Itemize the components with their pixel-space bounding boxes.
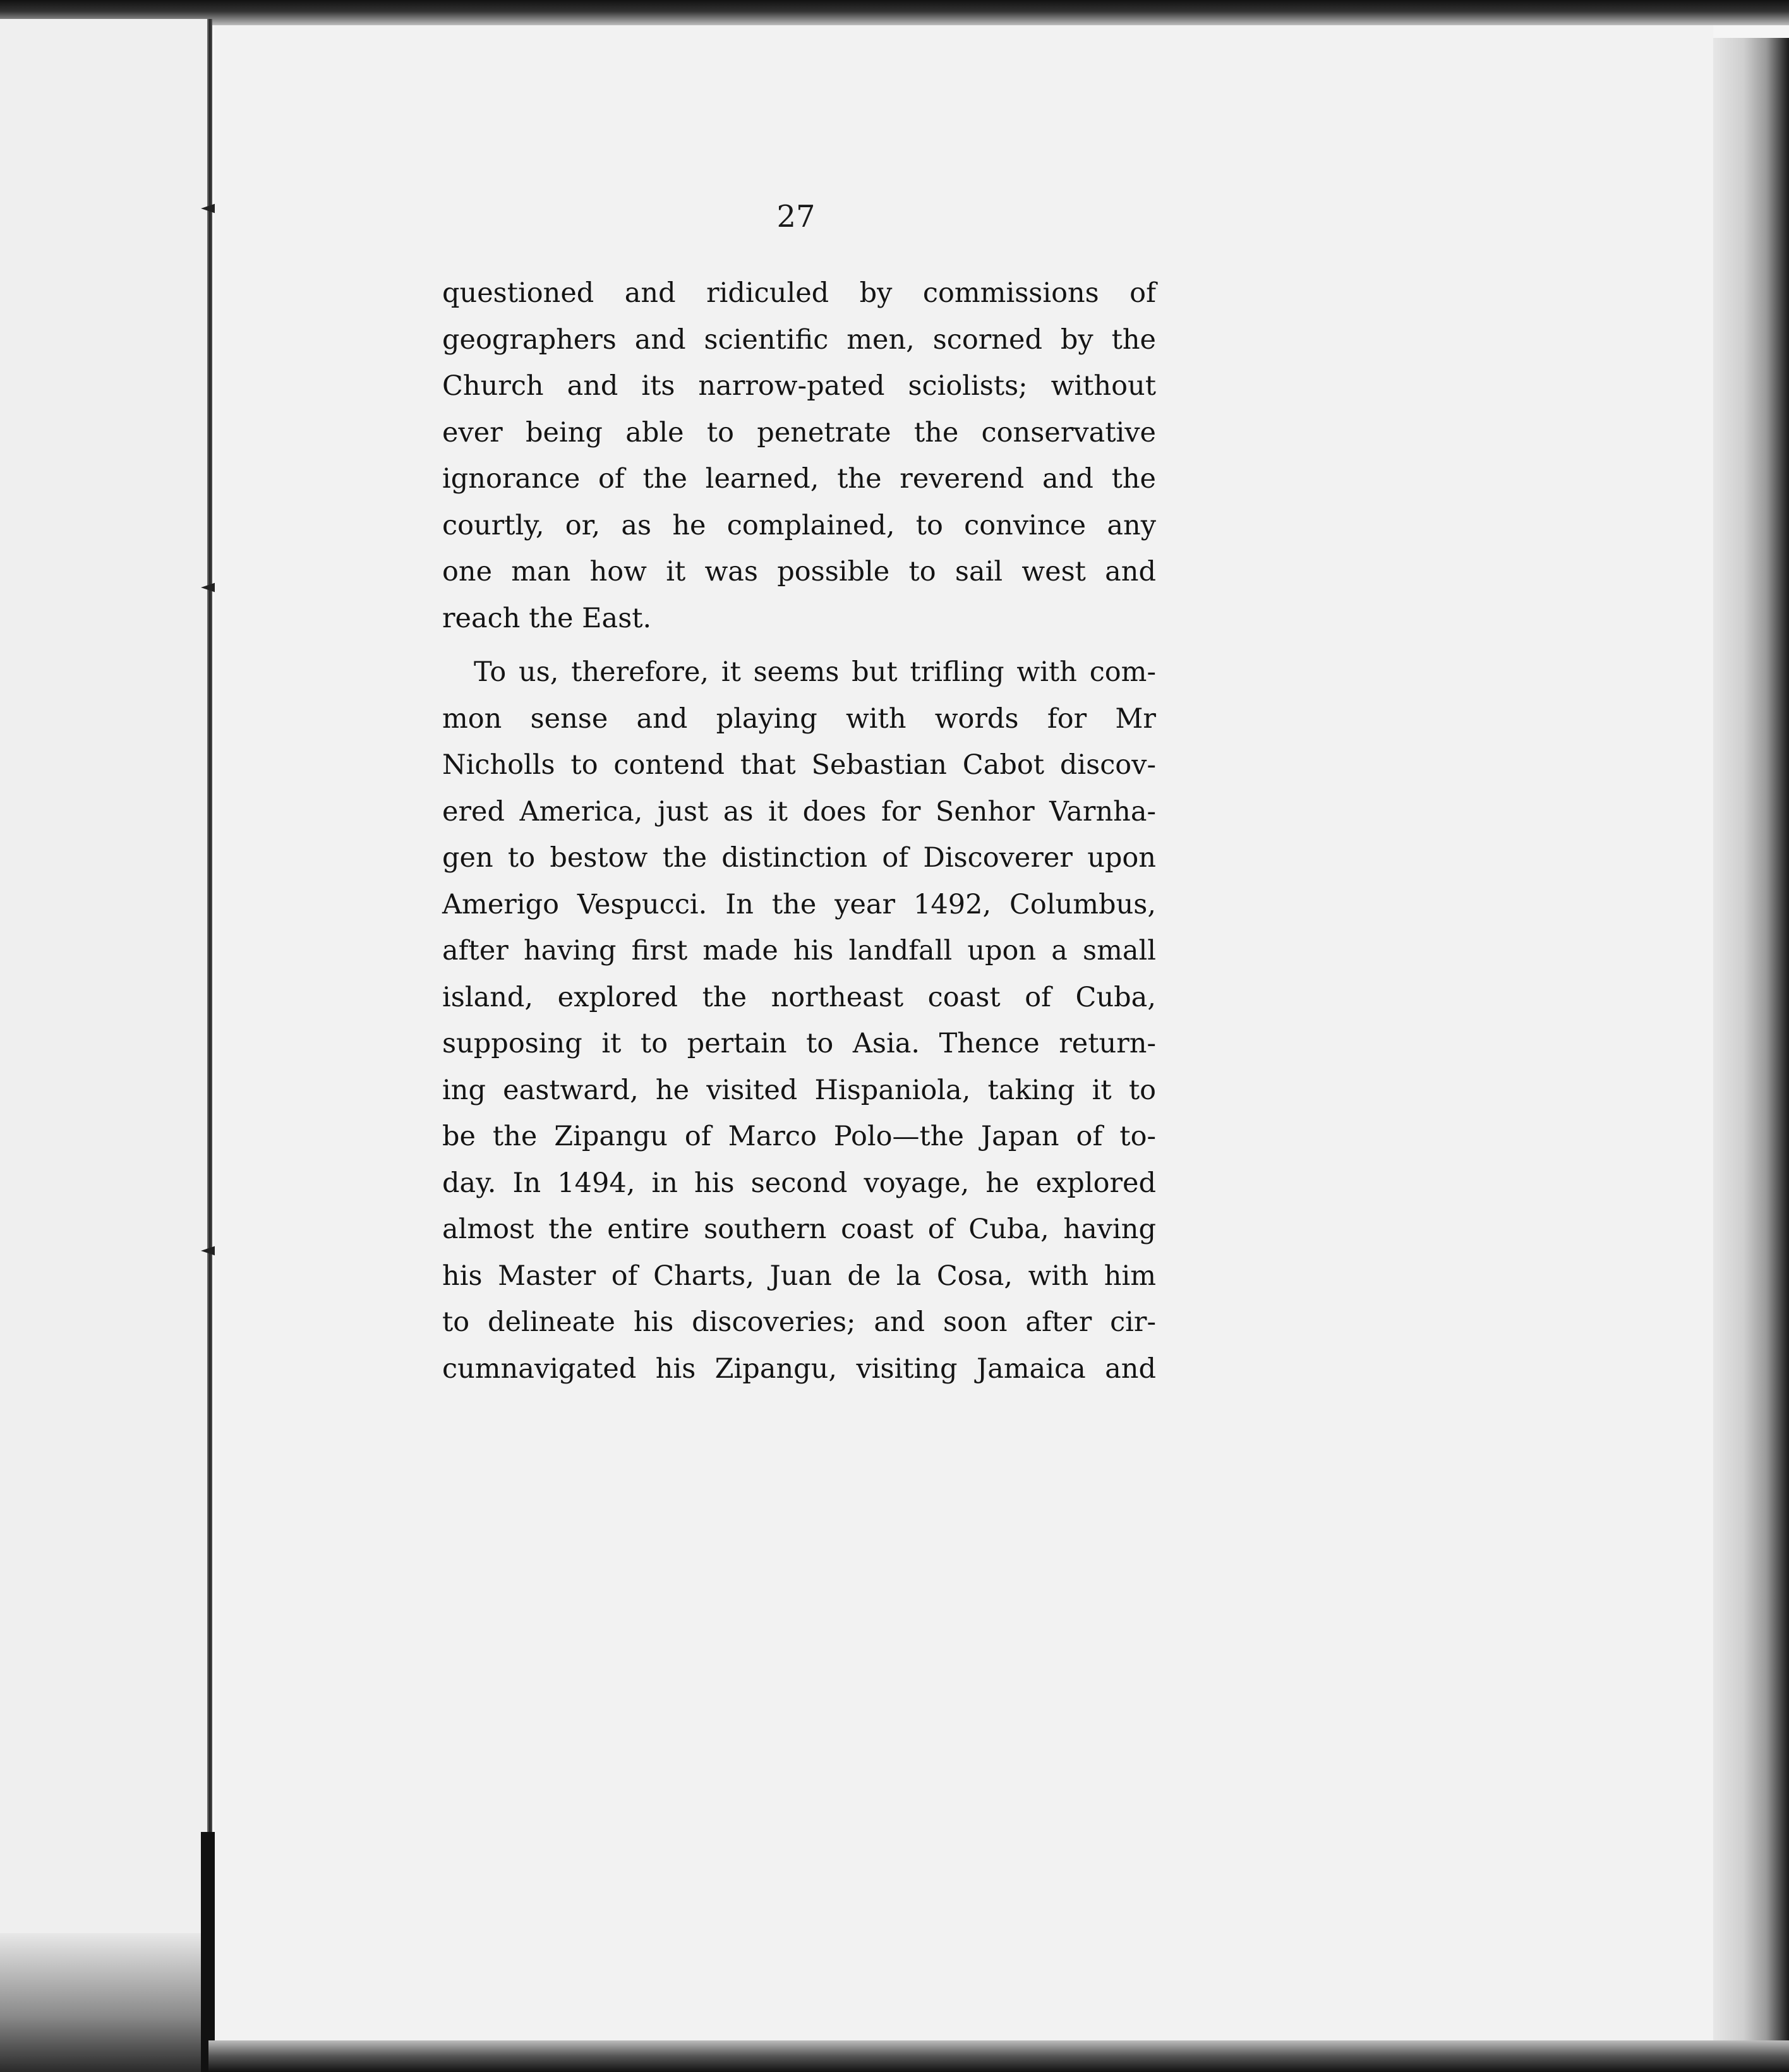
text-line: questioned and ridiculed by commissions of — [442, 277, 1156, 309]
text-line: supposing it to pertain to Asia. Thence return- — [442, 1028, 1156, 1059]
text-line: almost the entire southern coast of Cuba, having — [442, 1214, 1156, 1245]
body-text — [442, 270, 1156, 1439]
text-line: after having first made his landfall upon a small — [442, 935, 1156, 967]
text-line: ing eastward, he visited Hispaniola, taking it to — [442, 1074, 1156, 1106]
text-line: to delineate his discoveries; and soon after cir- — [442, 1306, 1156, 1338]
left-leaf — [0, 19, 212, 2072]
top-shadow-edge — [0, 0, 1789, 25]
text-line: be the Zipangu of Marco Polo—the Japan of to- — [442, 1121, 1156, 1152]
text-line: mon sense and playing with words for Mr — [442, 702, 1156, 735]
page-number: 27 — [776, 199, 816, 234]
binding-spine — [207, 19, 212, 2009]
text-line: gen to bestow the distinction of Discoverer upon — [442, 842, 1156, 874]
text-line: cumnavigated his Zipangu, visiting Jamaica and — [442, 1352, 1156, 1385]
text-line: Amerigo Vespucci. In the year 1492, Columbus, — [442, 888, 1156, 920]
text-line: ever being able to penetrate the conservative — [442, 416, 1156, 449]
text-line: ignorance of the learned, the reverend and the — [442, 463, 1156, 495]
text-line: reach the East. — [442, 602, 652, 634]
text-line: ered America, just as it does for Senhor Varnha- — [442, 795, 1156, 828]
binding-spine-dark — [201, 1832, 215, 2072]
bottom-shadow-edge — [208, 2040, 1789, 2072]
text-line: Church and its narrow-pated sciolists; without — [442, 370, 1156, 402]
text-line: his Master of Charts, Juan de la Cosa, with him — [442, 1260, 1156, 1292]
text-line: island, explored the northeast coast of Cuba, — [442, 981, 1156, 1013]
right-page-edge — [1713, 38, 1789, 2072]
paragraph-gap — [442, 642, 1156, 649]
text-line: To us, therefore, it seems but trifling with com- — [474, 656, 1156, 688]
left-bottom-shadow — [0, 1933, 208, 2072]
text-line: day. In 1494, in his second voyage, he explored — [442, 1167, 1156, 1199]
text-line — [442, 1392, 1156, 1439]
text-line: courtly, or, as he complained, to convince any — [442, 509, 1156, 541]
text-line: one man how it was possible to sail west and — [442, 556, 1156, 587]
text-line: geographers and scientific men, scorned by the — [442, 323, 1156, 356]
text-line: Nicholls to contend that Sebastian Cabot discov- — [442, 749, 1156, 781]
